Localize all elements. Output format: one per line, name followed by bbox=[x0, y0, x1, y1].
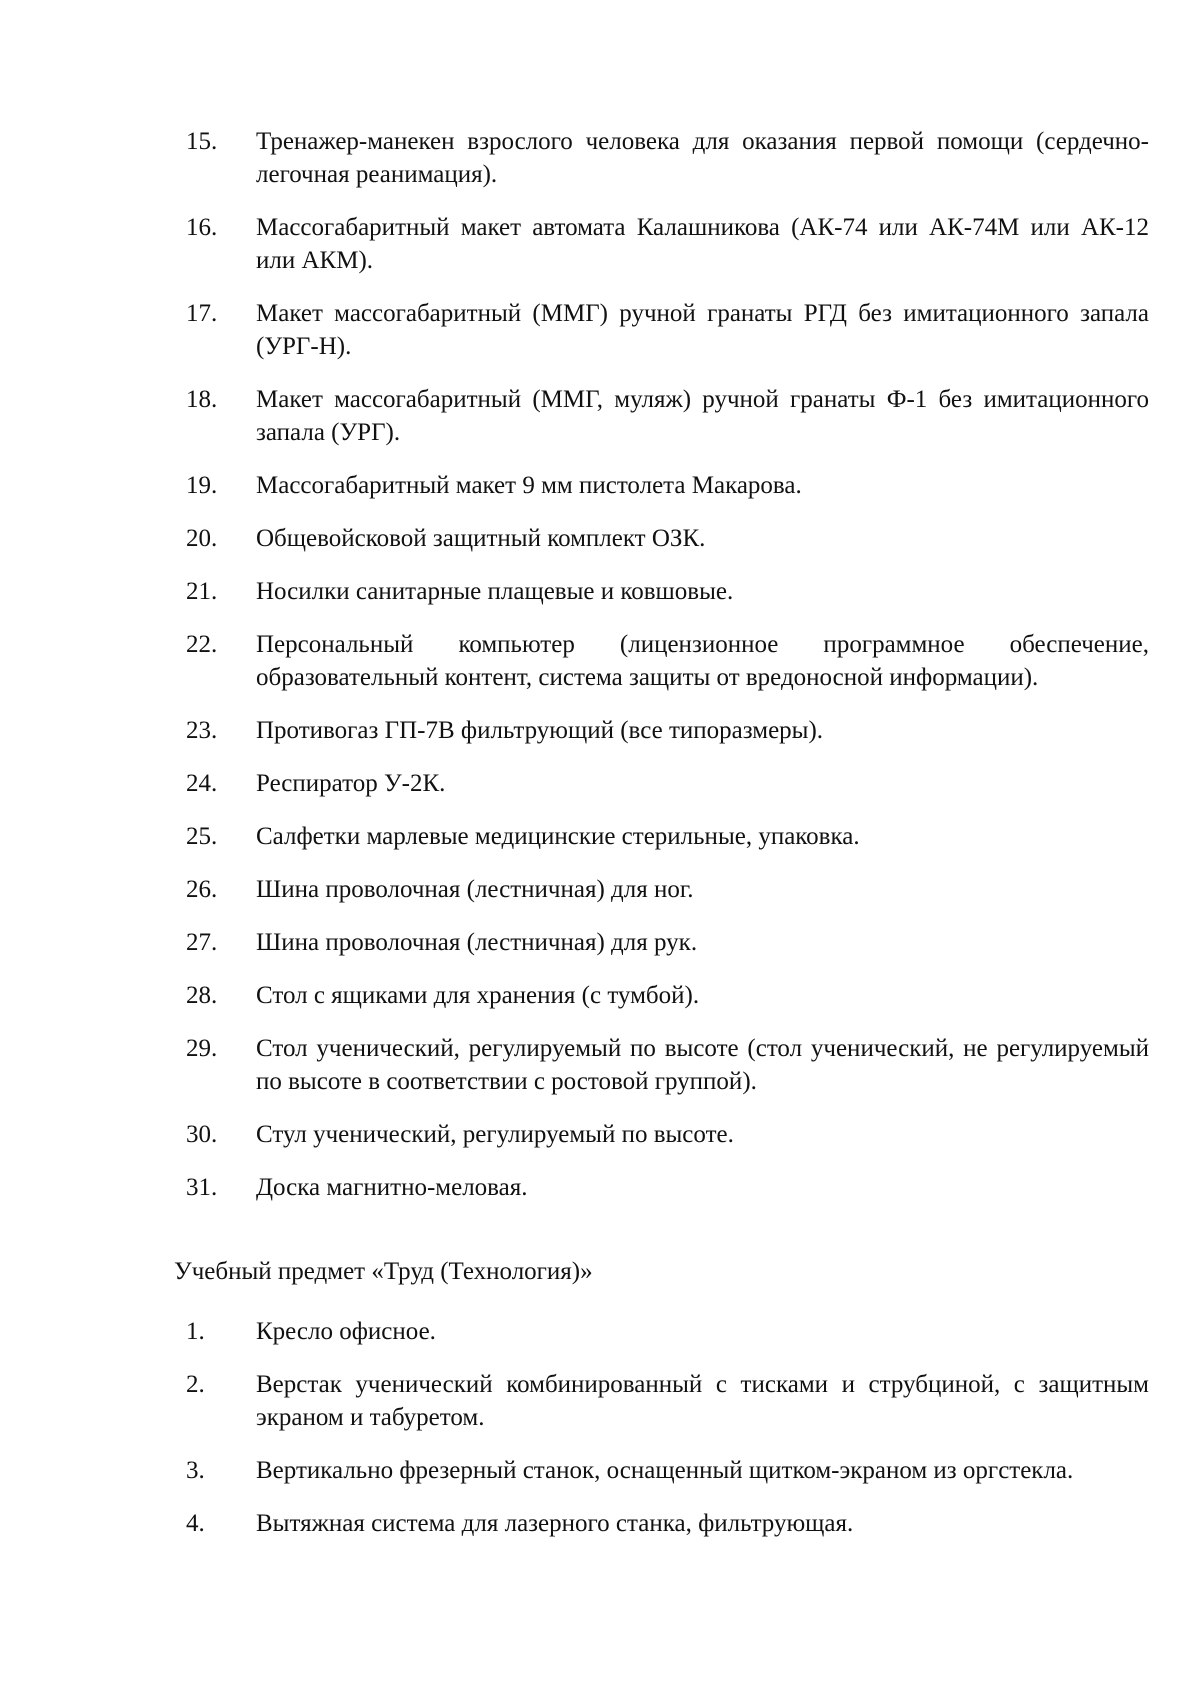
list-item bbox=[0, 211, 1200, 277]
list-item bbox=[0, 1368, 1200, 1434]
item-number: 24. bbox=[186, 770, 218, 797]
item-number: 1. bbox=[186, 1318, 205, 1345]
item-text: Верстак ученический комбинированный с тисками и струбциной, с защитным экраном и табуретом. bbox=[256, 1371, 1149, 1431]
item-text: Макет массогабаритный (ММГ, муляж) ручной гранаты Ф-1 без имитационного запала (УРГ). bbox=[256, 386, 1149, 446]
item-number: 23. bbox=[186, 717, 218, 744]
list-item bbox=[0, 820, 1200, 853]
list-item bbox=[0, 522, 1200, 555]
item-number: 16. bbox=[186, 214, 218, 241]
list-item bbox=[0, 873, 1200, 906]
item-number: 2. bbox=[186, 1371, 205, 1398]
list-item bbox=[0, 297, 1200, 363]
item-number: 4. bbox=[186, 1510, 205, 1537]
item-number: 28. bbox=[186, 982, 218, 1009]
item-number: 29. bbox=[186, 1035, 218, 1062]
subject-heading: Учебный предмет «Труд (Технология)» bbox=[174, 1258, 593, 1285]
item-text: Шина проволочная (лестничная) для рук. bbox=[256, 929, 698, 956]
item-number: 18. bbox=[186, 386, 218, 413]
item-number: 17. bbox=[186, 300, 218, 327]
list-item bbox=[0, 469, 1200, 502]
item-text: Макет массогабаритный (ММГ) ручной гранаты РГД без имитационного запала (УРГ-Н). bbox=[256, 300, 1149, 360]
item-text: Носилки санитарные плащевые и ковшовые. bbox=[256, 578, 734, 605]
item-text: Вертикально фрезерный станок, оснащенный щитком-экраном из оргстекла. bbox=[256, 1457, 1074, 1484]
item-text: Салфетки марлевые медицинские стерильные, упаковка. bbox=[256, 823, 860, 850]
list-item bbox=[0, 1118, 1200, 1151]
item-text: Стол ученический, регулируемый по высоте (стол ученический, не регулируемый по высоте в соответствии с ростовой группой). bbox=[256, 1035, 1149, 1095]
list-item bbox=[0, 1315, 1200, 1348]
item-text: Массогабаритный макет 9 мм пистолета Макарова. bbox=[256, 472, 802, 499]
item-number: 25. bbox=[186, 823, 218, 850]
list-item bbox=[0, 628, 1200, 694]
item-number: 3. bbox=[186, 1457, 205, 1484]
item-text: Массогабаритный макет автомата Калашникова (АК-74 или АК-74М или АК-12 или АКМ). bbox=[256, 214, 1149, 274]
item-number: 21. bbox=[186, 578, 218, 605]
item-text: Тренажер-манекен взрослого человека для оказания первой помощи (сердечно-легочная реанимация). bbox=[256, 128, 1149, 188]
item-number: 15. bbox=[186, 128, 218, 155]
item-text: Стул ученический, регулируемый по высоте. bbox=[256, 1121, 734, 1148]
list-item bbox=[0, 1032, 1200, 1098]
list-item bbox=[0, 1171, 1200, 1204]
list-item bbox=[0, 1507, 1200, 1540]
equipment-list-obzr bbox=[0, 125, 1200, 1224]
list-item bbox=[0, 714, 1200, 747]
item-text: Противогаз ГП-7В фильтрующий (все типоразмеры). bbox=[256, 717, 824, 744]
equipment-list-technology bbox=[0, 1315, 1200, 1560]
list-item bbox=[0, 979, 1200, 1012]
list-item bbox=[0, 1454, 1200, 1487]
item-text: Персональный компьютер (лицензионное программное обеспечение, образовательный контент, система защиты от вредоносной информации). bbox=[256, 631, 1149, 691]
item-number: 31. bbox=[186, 1174, 218, 1201]
item-number: 19. bbox=[186, 472, 218, 499]
item-text: Стол с ящиками для хранения (с тумбой). bbox=[256, 982, 700, 1009]
list-item bbox=[0, 575, 1200, 608]
list-item bbox=[0, 767, 1200, 800]
item-text: Общевойсковой защитный комплект ОЗК. bbox=[256, 525, 706, 552]
item-number: 30. bbox=[186, 1121, 218, 1148]
item-text: Шина проволочная (лестничная) для ног. bbox=[256, 876, 694, 903]
item-text: Вытяжная система для лазерного станка, фильтрующая. bbox=[256, 1510, 854, 1537]
list-item bbox=[0, 926, 1200, 959]
item-text: Респиратор У-2К. bbox=[256, 770, 446, 797]
list-item bbox=[0, 125, 1200, 191]
item-number: 20. bbox=[186, 525, 218, 552]
item-number: 22. bbox=[186, 631, 218, 658]
item-number: 27. bbox=[186, 929, 218, 956]
list-item bbox=[0, 383, 1200, 449]
item-text: Доска магнитно-меловая. bbox=[256, 1174, 528, 1201]
item-text: Кресло офисное. bbox=[256, 1318, 436, 1345]
item-number: 26. bbox=[186, 876, 218, 903]
